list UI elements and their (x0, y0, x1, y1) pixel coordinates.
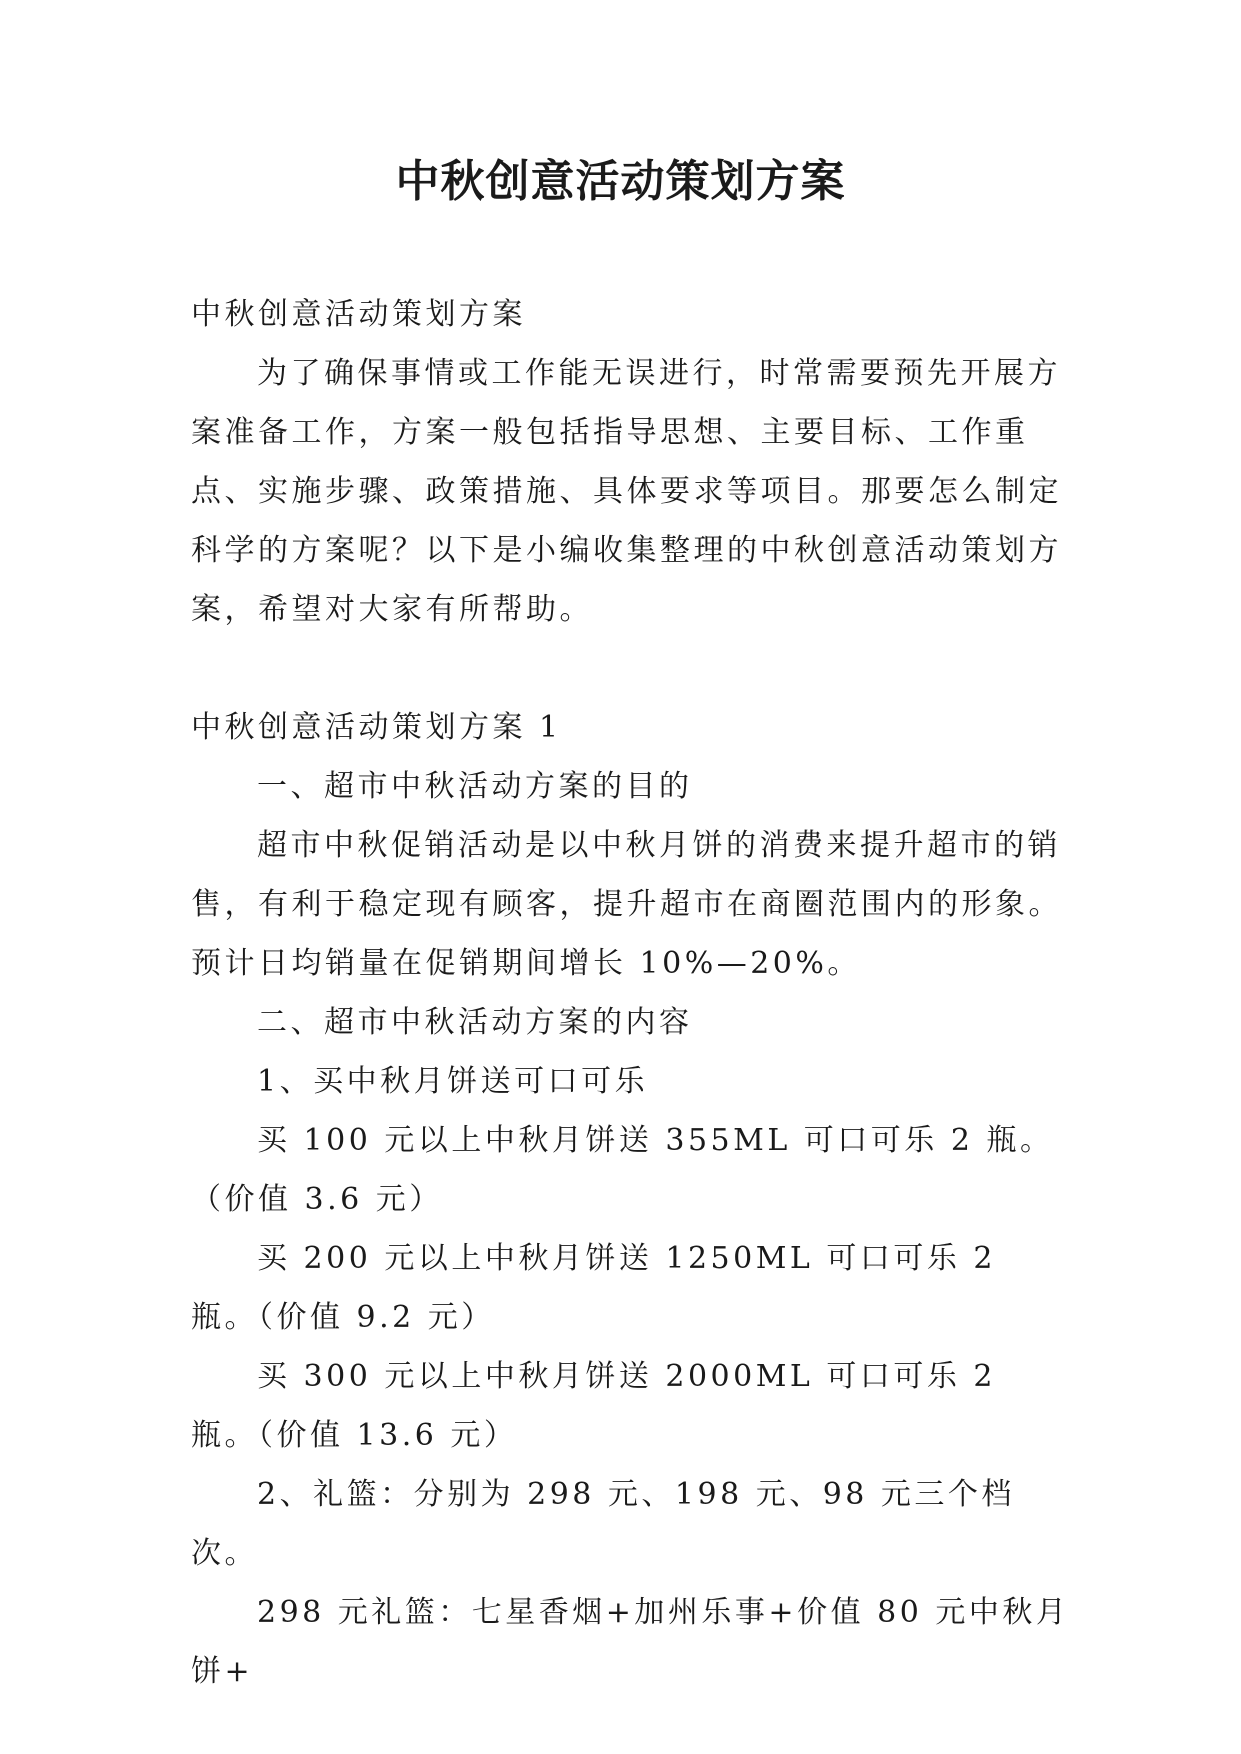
list-item-heading: 2、礼篮：分别为 298 元、198 元、98 元三个档次。 (191, 1477, 1015, 1571)
body-paragraph: 买 300 元以上中秋月饼送 2000ML 可口可乐 2 瓶。（价值 13.6 元） (191, 1359, 997, 1453)
body-paragraph: 买 100 元以上中秋月饼送 355ML 可口可乐 2 瓶。（价值 3.6 元） (191, 1123, 1054, 1217)
section-heading: 中秋创意活动策划方案 1 (191, 710, 562, 745)
list-item-heading: 1、买中秋月饼送可口可乐 (257, 1064, 649, 1099)
subsection-heading: 二、超市中秋活动方案的内容 (257, 1005, 693, 1040)
paragraph-spacer (191, 639, 1071, 698)
document-body (191, 285, 1071, 1701)
section-heading: 中秋创意活动策划方案 (191, 297, 526, 332)
document-title: 中秋创意活动策划方案 (395, 156, 846, 207)
subsection-heading: 一、超市中秋活动方案的目的 (257, 769, 693, 804)
intro-paragraph: 为了确保事情或工作能无误进行，时常需要预先开展方案准备工作，方案一般包括指导思想、主要目标、工作重点、实施步骤、政策措施、具体要求等项目。那要怎么制定科学的方案呢？以下是小编收集整理的中秋创意活动策划方案，希望对大家有所帮助。 (191, 356, 1062, 627)
body-paragraph: 买 200 元以上中秋月饼送 1250ML 可口可乐 2 瓶。（价值 9.2 元） (191, 1241, 997, 1335)
body-paragraph: 298 元礼篮：七星香烟+加州乐事+价值 80 元中秋月饼+ (191, 1595, 1070, 1689)
body-paragraph: 超市中秋促销活动是以中秋月饼的消费来提升超市的销售，有利于稳定现有顾客，提升超市在商圈范围内的形象。预计日均销量在促销期间增长 10%—20%。 (191, 828, 1062, 981)
